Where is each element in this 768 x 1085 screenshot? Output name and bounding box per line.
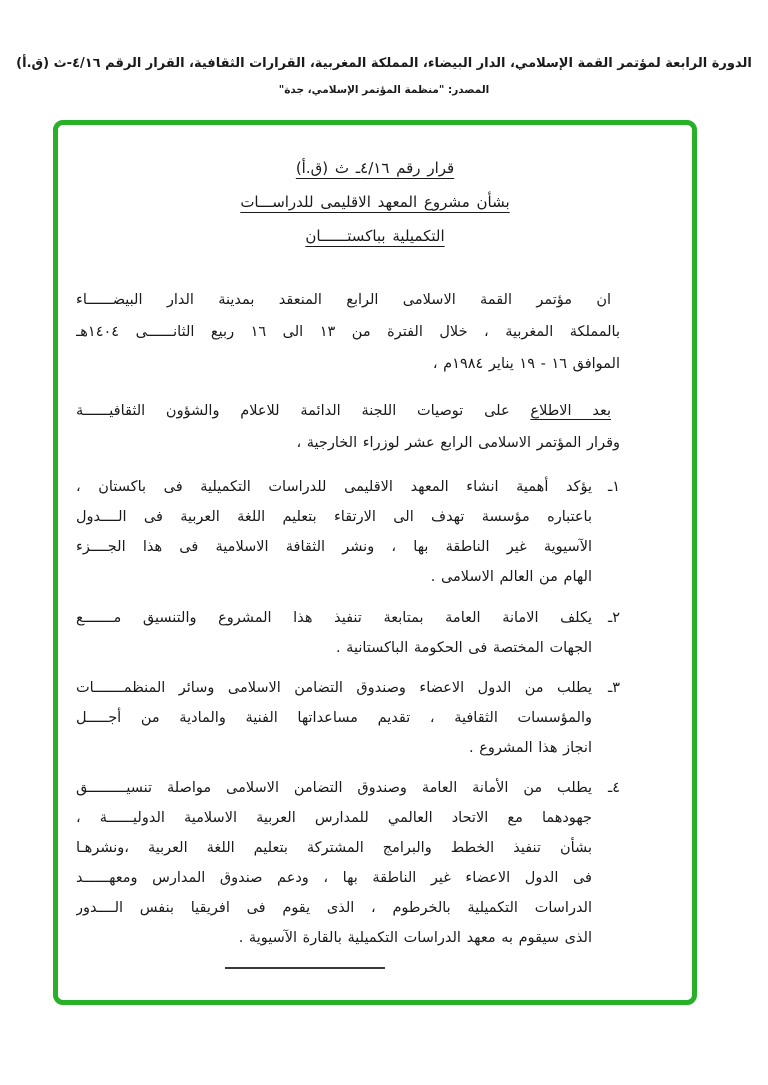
text-line: ان مؤتمر القمة الاسلامى الرابع المنعقد بمدينة الدار البيضــــــاء: [76, 292, 611, 308]
resolution-body: [58, 284, 692, 969]
text-line: يطلب من الدول الاعضاء وصندوق التضامن الاسلامى وسائر المنظمـــــــات: [76, 680, 592, 696]
item-text: [76, 603, 592, 663]
text-line: يكلف الامانة العامة بمتابعة تنفيذ هذا المشروع والتنسيق مـــــــع: [76, 610, 592, 626]
page-header: [0, 0, 768, 97]
item-number: ١ـ: [607, 479, 620, 495]
text-line: الذى سيقوم به معهد الدراسات التكميلية بالقارة الآسيوية .: [238, 930, 592, 946]
closing-rule: [225, 967, 385, 969]
text-line: الآسيوية غير الناطقة بها ، ونشر الثقافة الاسلامية فى هذا الجــــزء: [76, 539, 592, 555]
document-source-line: المصدر: "منظمة المؤتمر الإسلامي، جدة": [278, 84, 490, 96]
text-line: الهام من العالم الاسلامى .: [430, 569, 592, 585]
text-line: بالمملكة المغربية ، خلال الفترة من ١٣ الى ١٦ ربيع الثانــــــى ١٤٠٤هـ: [76, 324, 620, 340]
scanned-document: [58, 151, 692, 969]
resolution-title-line-2: بشأن مشروع المعهد الاقليمى للدراســـات: [240, 193, 510, 211]
item-text: [76, 472, 592, 592]
consideration-paragraph: [76, 395, 620, 459]
text-line: يؤكد أهمية انشاء المعهد الاقليمى للدراسات التكميلية فى باكستان ،: [76, 479, 592, 495]
text-line: جهودهما مع الاتحاد العالمي للمدارس العربية الاسلامية الدوليــــــة ،: [76, 810, 592, 826]
text-line: بشأن تنفيذ الخطط والبرامج المشتركة بتعليم اللغة العربية ،ونشرهـا: [76, 840, 592, 856]
resolution-item-3: [76, 673, 620, 763]
text-segment: على توصيات اللجنة الدائمة للاعلام والشؤون الثقافيــــــة: [76, 403, 531, 419]
preamble-paragraph: [76, 284, 620, 380]
item-number: ٣ـ: [607, 680, 620, 696]
resolution-title: [58, 151, 692, 253]
text-line: الدراسات التكميلية بالخرطوم ، الذى يقوم فى افريقيا بنفس الــــدور: [76, 900, 592, 916]
text-line: انجاز هذا المشروع .: [469, 740, 592, 756]
text-line: فى الدول الاعضاء غير الناطقة بها ، ودعم صندوق المدارس ومعهــــــد: [76, 870, 592, 886]
text-line: يطلب من الأمانة العامة وصندوق التضامن الاسلامى مواصلة تنسيـــــــــق: [76, 780, 592, 796]
text-line: [76, 395, 620, 427]
item-number: ٢ـ: [607, 610, 620, 626]
resolution-title-line-3: التكميلية بباكستــــــان: [305, 227, 445, 245]
text-line: والمؤسسات الثقافية ، تقديم مساعداتها الفنية والمادية من أجـــــل: [76, 710, 592, 726]
text-line: وقرار المؤتمر الاسلامى الرابع عشر لوزراء الخارجية ،: [296, 435, 620, 451]
document-frame: [53, 120, 697, 1005]
resolution-item-4: [76, 773, 620, 953]
document-reference-line: الدورة الرابعة لمؤتمر القمة الإسلامي، الدار البيضاء، المملكة المغربية، القرارات الثقافية، القرار الرقم ٤/١٦-ث (ق.أ): [16, 56, 752, 71]
underlined-phrase: بعد الاطلاع: [530, 403, 611, 419]
text-line: باعتباره مؤسسة تهدف الى الارتقاء بتعليم اللغة العربية فى الــــدول: [76, 509, 592, 525]
item-number: ٤ـ: [607, 780, 620, 796]
item-text: [76, 773, 592, 953]
resolution-title-line-1: قرار رقم ٤/١٦ـ ث (ق.أ): [295, 159, 455, 177]
text-line: الجهات المختصة فى الحكومة الباكستانية .: [335, 640, 592, 656]
resolution-item-1: [76, 472, 620, 592]
resolution-item-2: [76, 603, 620, 663]
item-text: [76, 673, 592, 763]
text-line: الموافق ١٦ - ١٩ يناير ١٩٨٤م ،: [432, 356, 620, 372]
